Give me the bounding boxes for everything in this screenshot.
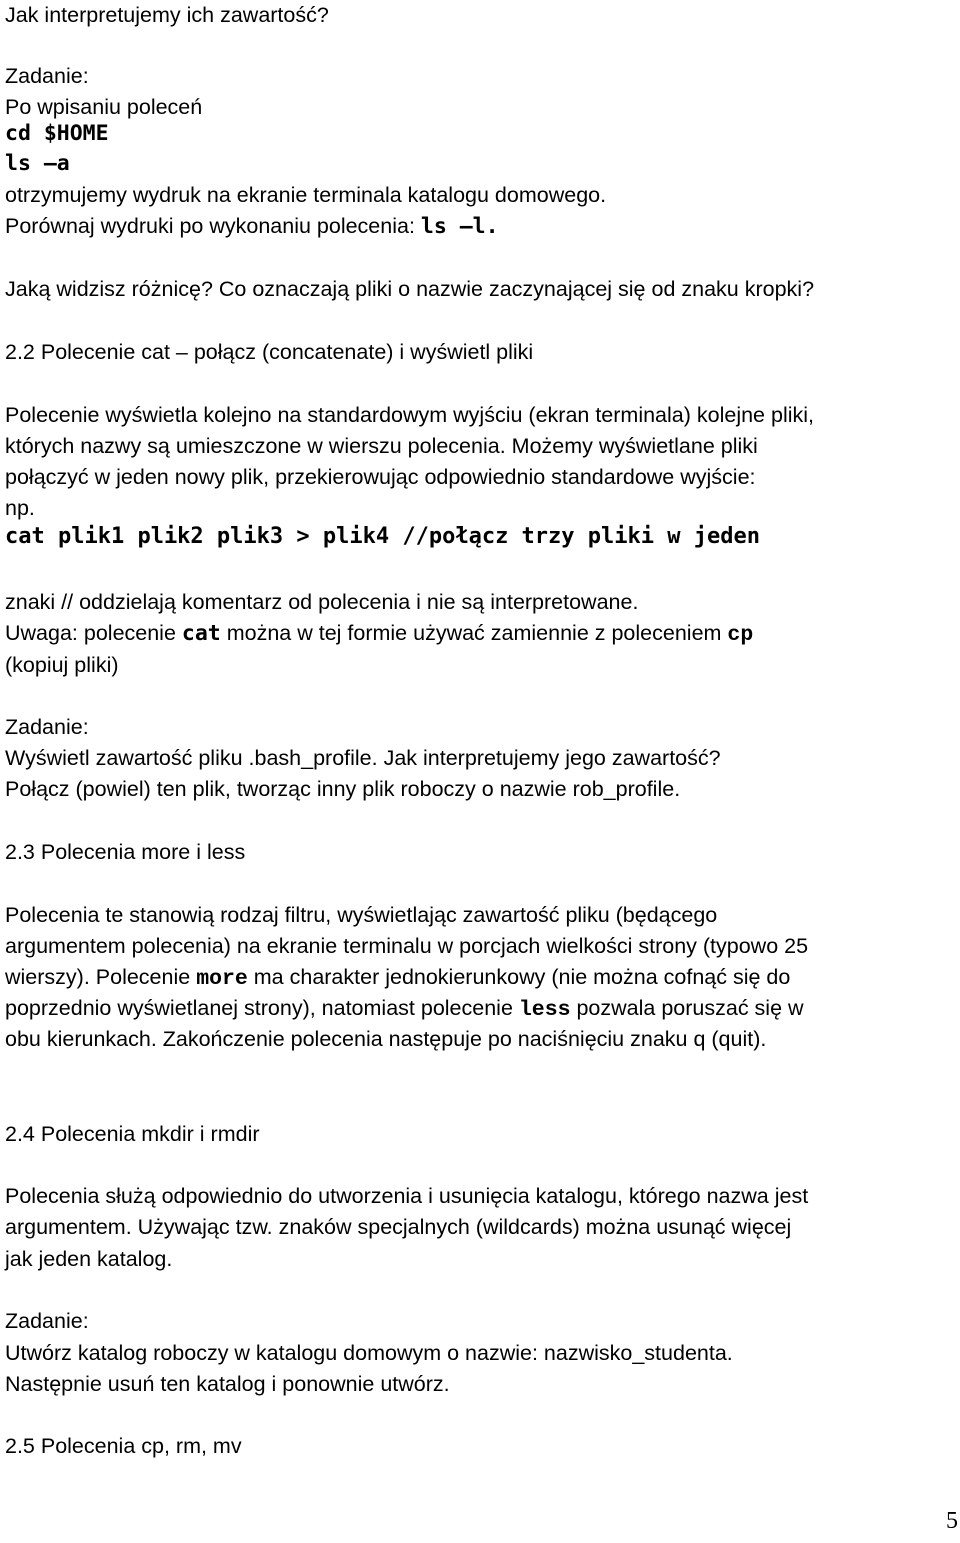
text-line: połączyć w jeden nowy plik, przekierowując odpowiednio standardowe wyjście:: [5, 465, 756, 489]
section-heading: 2.3 Polecenia more i less: [5, 840, 246, 864]
command-example: cat plik1 plik2 plik3 > plik4 //połącz trzy pliki w jeden: [5, 524, 760, 549]
section-heading: 2.5 Polecenia cp, rm, mv: [5, 1434, 242, 1458]
text-line: Polecenia te stanowią rodzaj filtru, wyświetlając zawartość pliku (będącego: [5, 903, 718, 927]
text-line: Jak interpretujemy ich zawartość?: [5, 3, 329, 27]
text-span: Uwaga: polecenie: [5, 621, 182, 645]
text-line: argumentem polecenia) na ekranie terminalu w porcjach wielkości strony (typowo 25: [5, 934, 809, 958]
text-line: Utwórz katalog roboczy w katalogu domowym o nazwie: nazwisko_studenta.: [5, 1341, 733, 1365]
inline-command: cat: [181, 621, 221, 646]
inline-command: less: [518, 998, 571, 1022]
text-line: Jaką widzisz różnicę? Co oznaczają pliki o nazwie zaczynającej się od znaku kropki?: [5, 277, 815, 301]
text-line: Wyświetl zawartość pliku .bash_profile. Jak interpretujemy jego zawartość?: [5, 746, 721, 770]
text-line: [5, 620, 753, 648]
text-line: (kopiuj pliki): [5, 653, 119, 677]
inline-command: more: [196, 967, 248, 991]
text-line: argumentem. Używając tzw. znaków specjalnych (wildcards) można usunąć więcej: [5, 1215, 792, 1239]
text-line: Po wpisaniu poleceń: [5, 95, 203, 119]
command-line: cd $HOME: [5, 121, 109, 146]
text-span: Porównaj wydruki po wykonaniu polecenia:: [5, 214, 421, 238]
section-heading: 2.4 Polecenia mkdir i rmdir: [5, 1122, 260, 1146]
page-number: 5: [946, 1508, 958, 1534]
text-line: np.: [5, 496, 35, 520]
inline-command: cp: [727, 623, 754, 647]
text-line: których nazwy są umieszczone w wierszu polecenia. Możemy wyświetlane pliki: [5, 434, 758, 458]
text-line: [5, 213, 499, 240]
text-span: poprzednio wyświetlanej strony), natomiast polecenie: [5, 996, 519, 1020]
task-label: Zadanie:: [5, 64, 89, 88]
task-label: Zadanie:: [5, 1309, 89, 1333]
command-line: ls –a: [5, 151, 70, 176]
text-line: otrzymujemy wydruk na ekranie terminala katalogu domowego.: [5, 183, 607, 207]
section-heading: 2.2 Polecenie cat – połącz (concatenate) i wyświetl pliki: [5, 340, 534, 364]
text-line: Polecenie wyświetla kolejno na standardowym wyjściu (ekran terminala) kolejne pliki,: [5, 403, 815, 427]
text-line: obu kierunkach. Zakończenie polecenia następuje po naciśnięciu znaku q (quit).: [5, 1027, 767, 1051]
text-line: znaki // oddzielają komentarz od polecenia i nie są interpretowane.: [5, 590, 639, 614]
text-line: Następnie usuń ten katalog i ponownie utwórz.: [5, 1372, 450, 1396]
text-line: jak jeden katalog.: [5, 1247, 173, 1271]
text-line: [5, 995, 804, 1023]
text-span: pozwala poruszać się w: [570, 996, 804, 1020]
inline-command: ls –l.: [420, 214, 499, 239]
text-span: można w tej formie używać zamiennie z poleceniem: [220, 621, 728, 645]
text-span: ma charakter jednokierunkowy (nie można cofnąć się do: [247, 965, 791, 989]
text-line: Polecenia służą odpowiednio do utworzenia i usunięcia katalogu, którego nazwa jest: [5, 1184, 809, 1208]
text-line: [5, 964, 790, 992]
task-label: Zadanie:: [5, 715, 89, 739]
text-line: Połącz (powiel) ten plik, tworząc inny plik roboczy o nazwie rob_profile.: [5, 777, 681, 801]
text-span: wierszy). Polecenie: [5, 965, 197, 989]
